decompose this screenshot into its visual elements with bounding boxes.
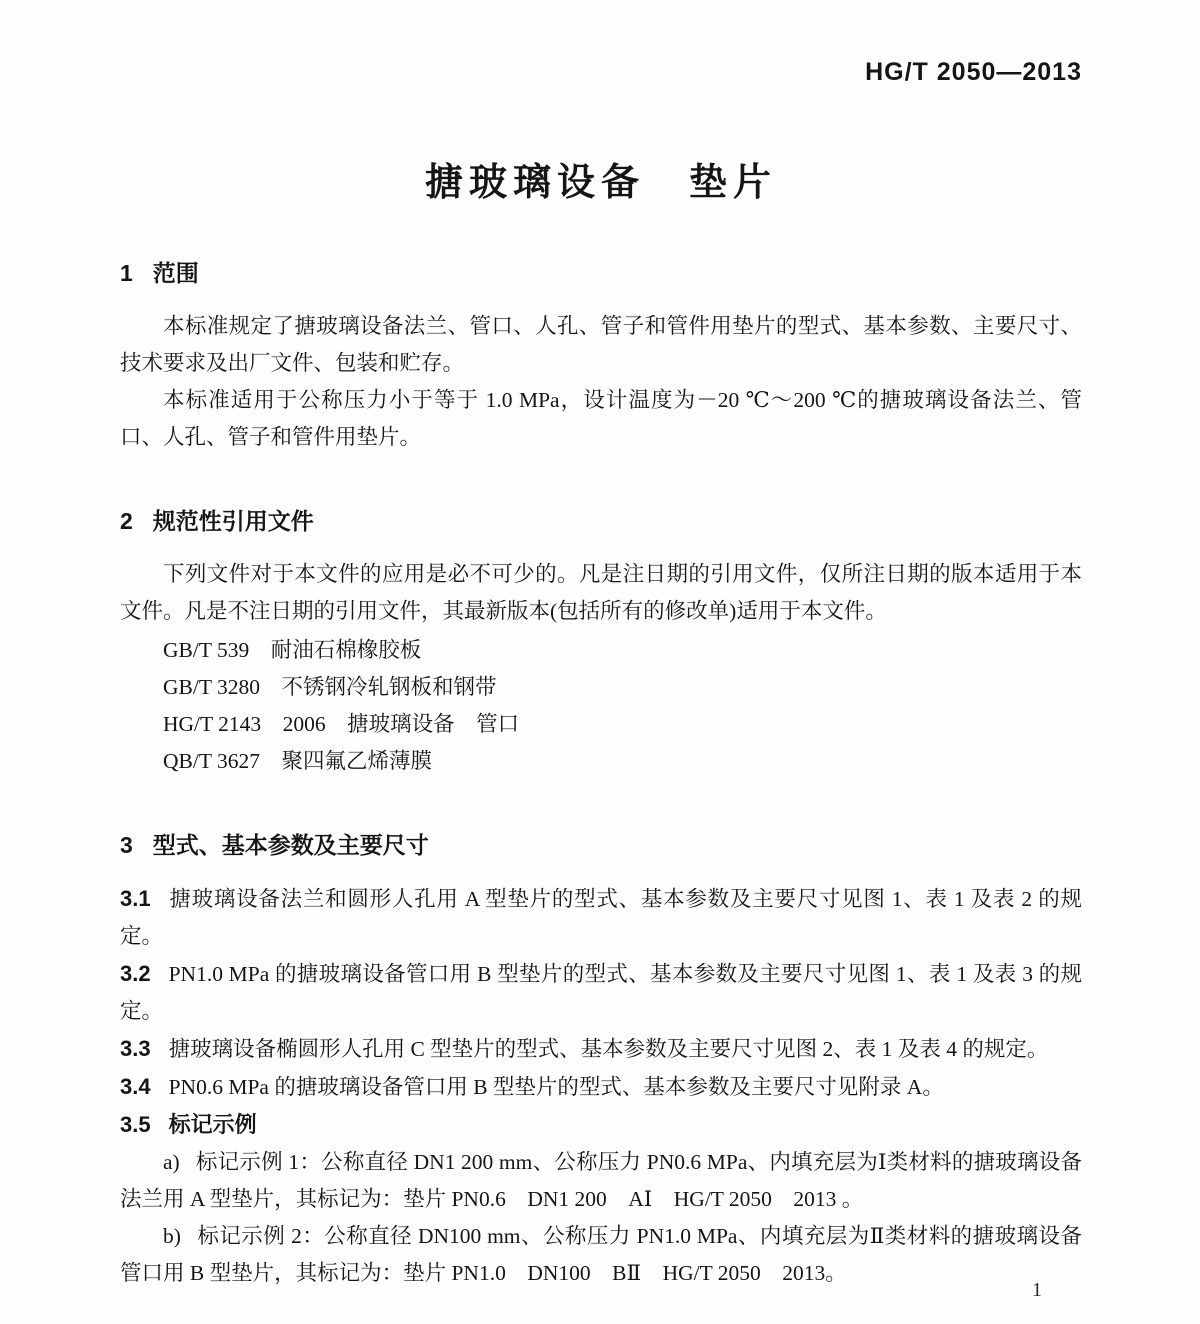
section-2-paragraph-1: 下列文件对于本文件的应用是必不可少的。凡是注日期的引用文件，仅所注日期的版本适用于本文件。凡是不注日期的引用文件，其最新版本(包括所有的修改单)适用于本文件。 <box>120 562 1082 623</box>
section-2-body <box>120 556 1082 780</box>
clause-3-3-text: 搪玻璃设备椭圆形人孔用 C 型垫片的型式、基本参数及主要尺寸见图 2、表 1 及表 4 的规定。 <box>168 1037 1049 1061</box>
marking-example-b <box>120 1218 1082 1292</box>
section-3-number: 3 <box>120 832 133 858</box>
clause-3-5-number: 3.5 <box>120 1112 151 1137</box>
clause-3-4-text: PN0.6 MPa 的搪玻璃设备管口用 B 型垫片的型式、基本参数及主要尺寸见附录 A。 <box>168 1075 944 1099</box>
reference-item: GB/T 3280 不锈钢冷轧钢板和钢带 <box>163 675 497 699</box>
clause-3-2 <box>120 955 1082 1030</box>
clause-3-5-text: 标记示例 <box>168 1112 257 1137</box>
marking-example-a-text: 标记示例 1：公称直径 DN1 200 mm、公称压力 PN0.6 MPa、内填充层为Ⅰ类材料的搪玻璃设备法兰用 A 型垫片，其标记为：垫片 PN0.6 DN1 200 AⅠ HG/T 2050 2013 。 <box>120 1150 1082 1211</box>
reference-item: GB/T 539 耐油石棉橡胶板 <box>163 638 422 662</box>
document-title: 搪玻璃设备 垫片 <box>424 162 777 204</box>
section-2-heading <box>120 506 1082 536</box>
marking-example-a <box>120 1144 1082 1218</box>
marking-example-b-label: b) <box>163 1224 181 1248</box>
reference-item: QB/T 3627 聚四氟乙烯薄膜 <box>163 749 432 773</box>
clause-3-4-number: 3.4 <box>120 1074 151 1099</box>
marking-example-b-text: 标记示例 2：公称直径 DN100 mm、公称压力 PN1.0 MPa、内填充层为Ⅱ类材料的搪玻璃设备管口用 B 型垫片，其标记为：垫片 PN1.0 DN100 BⅡ HG/T 2050 2013。 <box>120 1224 1082 1285</box>
section-1-paragraph-2: 本标准适用于公称压力小于等于 1.0 MPa，设计温度为－20 ℃～200 ℃的搪玻璃设备法兰、管口、人孔、管子和管件用垫片。 <box>120 388 1082 449</box>
clause-3-5 <box>120 1106 1082 1144</box>
marking-example-a-label: a) <box>163 1150 180 1174</box>
clause-3-3-number: 3.3 <box>120 1036 151 1061</box>
section-1-number: 1 <box>120 260 133 286</box>
section-1-paragraph-1: 本标准规定了搪玻璃设备法兰、管口、人孔、管子和管件用垫片的型式、基本参数、主要尺寸、技术要求及出厂文件、包装和贮存。 <box>120 314 1082 375</box>
section-3-label: 型式、基本参数及主要尺寸 <box>152 832 429 858</box>
section-2-label: 规范性引用文件 <box>152 508 314 534</box>
clause-3-2-text: PN1.0 MPa 的搪玻璃设备管口用 B 型垫片的型式、基本参数及主要尺寸见图 1、表 1 及表 3 的规定。 <box>120 962 1082 1023</box>
clause-3-4 <box>120 1068 1082 1106</box>
section-1-body <box>120 308 1082 456</box>
section-1-label: 范围 <box>152 260 199 286</box>
section-3-body <box>120 880 1082 1292</box>
reference-item: HG/T 2143 2006 搪玻璃设备 管口 <box>163 712 520 736</box>
reference-list <box>120 632 1082 780</box>
page-number: 1 <box>1032 1279 1042 1301</box>
section-2-number: 2 <box>120 508 133 534</box>
standard-code: HG/T 2050—2013 <box>865 58 1082 86</box>
clause-3-1-text: 搪玻璃设备法兰和圆形人孔用 A 型垫片的型式、基本参数及主要尺寸见图 1、表 1 及表 2 的规定。 <box>120 887 1082 948</box>
section-3-heading <box>120 830 1082 860</box>
clause-3-1-number: 3.1 <box>120 886 151 911</box>
clause-3-2-number: 3.2 <box>120 961 151 986</box>
clause-3-1 <box>120 880 1082 955</box>
section-1-heading <box>120 258 1082 288</box>
clause-3-3 <box>120 1030 1082 1068</box>
